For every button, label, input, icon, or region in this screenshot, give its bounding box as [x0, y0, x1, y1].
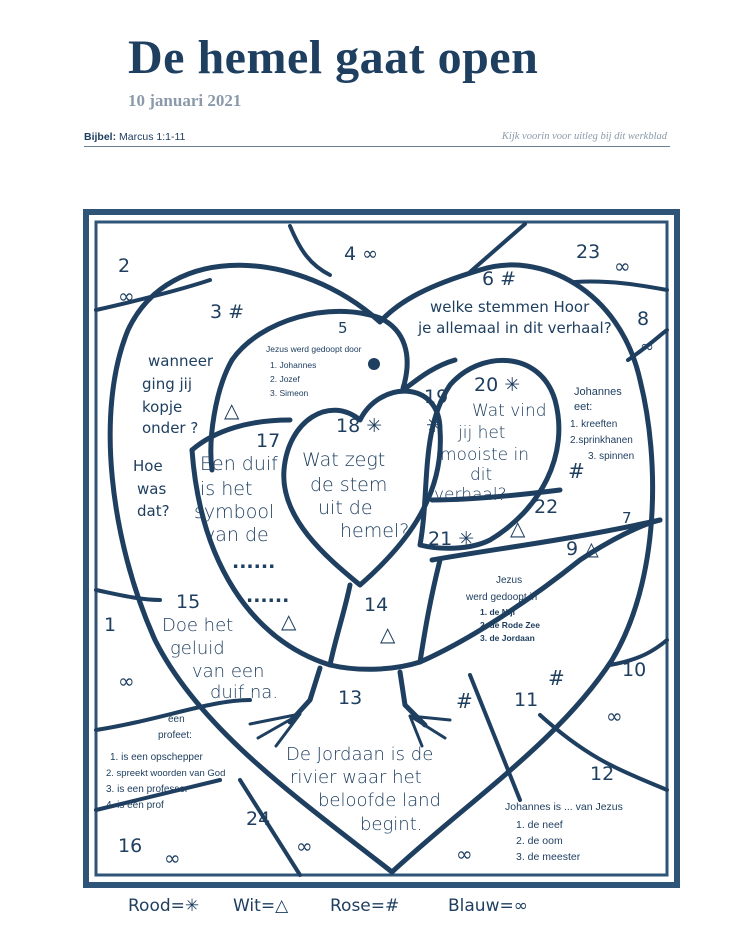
prompt-line: Hoe — [133, 457, 163, 475]
prompt-line: hemel? — [340, 520, 410, 542]
region-4: 4 ∞ — [344, 243, 378, 265]
prompt-line: uit de — [318, 497, 373, 519]
prompt-line: van een — [192, 661, 265, 682]
hash-icon: # — [456, 689, 473, 713]
quiz-option: 1. de Nijl — [480, 607, 515, 617]
date: 10 januari 2021 — [128, 91, 242, 110]
infinity-icon: ∞ — [164, 846, 181, 870]
prompt-line: rivier waar het — [290, 767, 422, 788]
quiz-question: Johannes — [574, 386, 622, 398]
region-16: 16 — [118, 835, 143, 857]
region-13: 13 — [338, 687, 363, 709]
quiz-option: 3. de Jordaan — [480, 633, 535, 643]
infinity-icon: ∞ — [606, 704, 623, 728]
infinity-icon: ∞ — [614, 254, 631, 278]
quiz-option: 1. is een opschepper — [110, 752, 203, 763]
quiz-question: profeet: — [158, 730, 192, 741]
legend-label: Blauw= — [448, 896, 514, 916]
region-2: 2 — [118, 255, 131, 277]
quiz-option: 2. de oom — [516, 835, 563, 847]
quiz-profeet — [106, 714, 225, 811]
asterisk-icon: ✳ — [184, 896, 200, 916]
prompt-duif — [194, 453, 289, 607]
infinity-icon: ∞ — [118, 284, 135, 308]
legend-rose — [330, 896, 399, 916]
region-17: 17 — [256, 430, 281, 452]
prompt-line: wanneer — [148, 352, 214, 370]
prompt-mooiste — [434, 401, 547, 505]
quiz-option: 2. spreekt woorden van God — [106, 768, 226, 779]
quiz-option: 2. de Rode Zee — [480, 620, 540, 630]
prompt-line: is het — [200, 478, 253, 500]
prompt-line: Wat vind — [472, 401, 547, 421]
quiz-option: 3. Simeon — [270, 388, 309, 398]
quiz-question: Jezus werd gedoopt door — [266, 344, 362, 354]
quiz-johannes-is — [505, 801, 623, 863]
region-24: 24 — [246, 808, 271, 830]
region-19: 19 — [424, 386, 449, 408]
region-22: 22 — [534, 496, 559, 518]
quiz-option: 3. de meester — [516, 851, 581, 863]
quiz-question: Johannes is ... van Jezus — [505, 801, 623, 813]
quiz-question: werd gedoopt in — [466, 592, 538, 603]
region-21: 21 ✳ — [428, 528, 475, 550]
region-18: 18 ✳ — [336, 415, 383, 437]
region-9: 9 △ — [566, 538, 599, 560]
prompt-stemmen — [417, 298, 612, 337]
quiz-question: eet: — [574, 401, 593, 413]
prompt-line: ...... — [246, 585, 290, 607]
infinity-icon: ∞ — [118, 669, 135, 693]
prompt-line: Een duif — [200, 453, 278, 475]
prompt-line: symbool — [194, 501, 275, 523]
region-14: 14 — [364, 594, 389, 616]
prompt-line: ...... — [232, 551, 276, 573]
prompt-line: van de — [204, 524, 269, 546]
region-12: 12 — [590, 763, 615, 785]
prompt-kopje — [142, 352, 214, 437]
quiz-question: Jezus — [496, 575, 523, 586]
region-10: 10 — [622, 659, 647, 681]
prompt-geluid — [162, 615, 278, 703]
quiz-question: een — [168, 714, 185, 725]
prompt-line: verhaal? — [434, 485, 507, 505]
quiz-option: 2.sprinkhanen — [570, 435, 633, 446]
legend-label: Rose= — [330, 896, 386, 916]
prompt-line: mooiste in — [440, 445, 529, 465]
triangle-icon: △ — [281, 609, 297, 633]
region-8: 8 — [637, 308, 650, 330]
region-11: 11 — [514, 689, 539, 711]
triangle-icon: △ — [380, 622, 396, 646]
region-6: 6 # — [482, 268, 517, 290]
dove-eye — [368, 358, 380, 370]
infinity-icon: ∞ — [513, 896, 528, 916]
prompt-line: begint. — [360, 814, 423, 835]
asterisk-icon: ✳ — [426, 413, 443, 437]
quiz-gedoopt-door — [266, 344, 362, 398]
prompt-line: dat? — [137, 502, 170, 520]
prompt-line: welke stemmen Hoor — [430, 298, 590, 316]
prompt-line: de stem — [310, 474, 388, 496]
prompt-line: dit — [470, 465, 493, 485]
quiz-option: 4. is een prof — [106, 800, 164, 811]
page-title: De hemel gaat open — [128, 31, 539, 84]
bible-ref: Marcus 1:1-11 — [119, 131, 186, 143]
prompt-line: duif na. — [210, 682, 279, 703]
quiz-johannes-eet — [570, 386, 634, 462]
prompt-line: was — [137, 480, 167, 498]
hash-icon: # — [548, 666, 565, 690]
legend-white — [233, 896, 288, 916]
bible-label: Bijbel: — [84, 131, 117, 143]
prompt-line: geluid — [170, 638, 225, 659]
prompt-line: De Jordaan is de — [286, 744, 434, 765]
region-15: 15 — [176, 591, 201, 613]
prompt-stem — [302, 449, 409, 542]
triangle-icon: △ — [224, 398, 240, 422]
hash-icon: # — [568, 459, 585, 483]
triangle-icon: △ — [275, 896, 289, 916]
prompt-line: ging jij — [142, 375, 192, 393]
quiz-option: 3. is een professor — [106, 784, 189, 795]
region-1: 1 — [104, 614, 117, 636]
quiz-option: 3. spinnen — [588, 451, 635, 462]
prompt-hoe — [133, 457, 170, 520]
quiz-option: 2. Jozef — [270, 374, 300, 384]
legend-label: Wit= — [233, 896, 276, 916]
legend-label: Rood= — [128, 896, 185, 916]
region-3: 3 # — [210, 301, 245, 323]
prompt-line: je allemaal in dit verhaal? — [418, 319, 612, 337]
prompt-line: beloofde land — [318, 790, 441, 811]
infinity-icon: ∞ — [456, 842, 473, 866]
explanation-hint: Kijk voorin voor uitleg bij dit werkblad — [501, 131, 667, 142]
region-5: 5 — [338, 319, 348, 337]
infinity-icon: ∞ — [296, 834, 313, 858]
prompt-line: onder ? — [142, 419, 199, 437]
infinity-icon: ∞ — [640, 337, 655, 357]
prompt-jordaan — [286, 744, 441, 835]
quiz-option: 1. de neef — [516, 819, 563, 831]
region-7: 7 — [622, 509, 632, 527]
legend-blue — [448, 896, 528, 916]
prompt-line: Doe het — [162, 615, 234, 636]
legend-red — [128, 896, 199, 916]
hash-icon: # — [385, 896, 400, 916]
region-20: 20 ✳ — [474, 374, 521, 396]
prompt-line: jij het — [458, 423, 506, 443]
quiz-option: 1. kreeften — [570, 419, 618, 430]
prompt-line: kopje — [142, 398, 183, 416]
triangle-icon: △ — [510, 516, 526, 540]
quiz-option: 1. Johannes — [270, 360, 317, 370]
region-23: 23 — [576, 241, 601, 263]
prompt-line: Wat zegt — [302, 449, 386, 471]
